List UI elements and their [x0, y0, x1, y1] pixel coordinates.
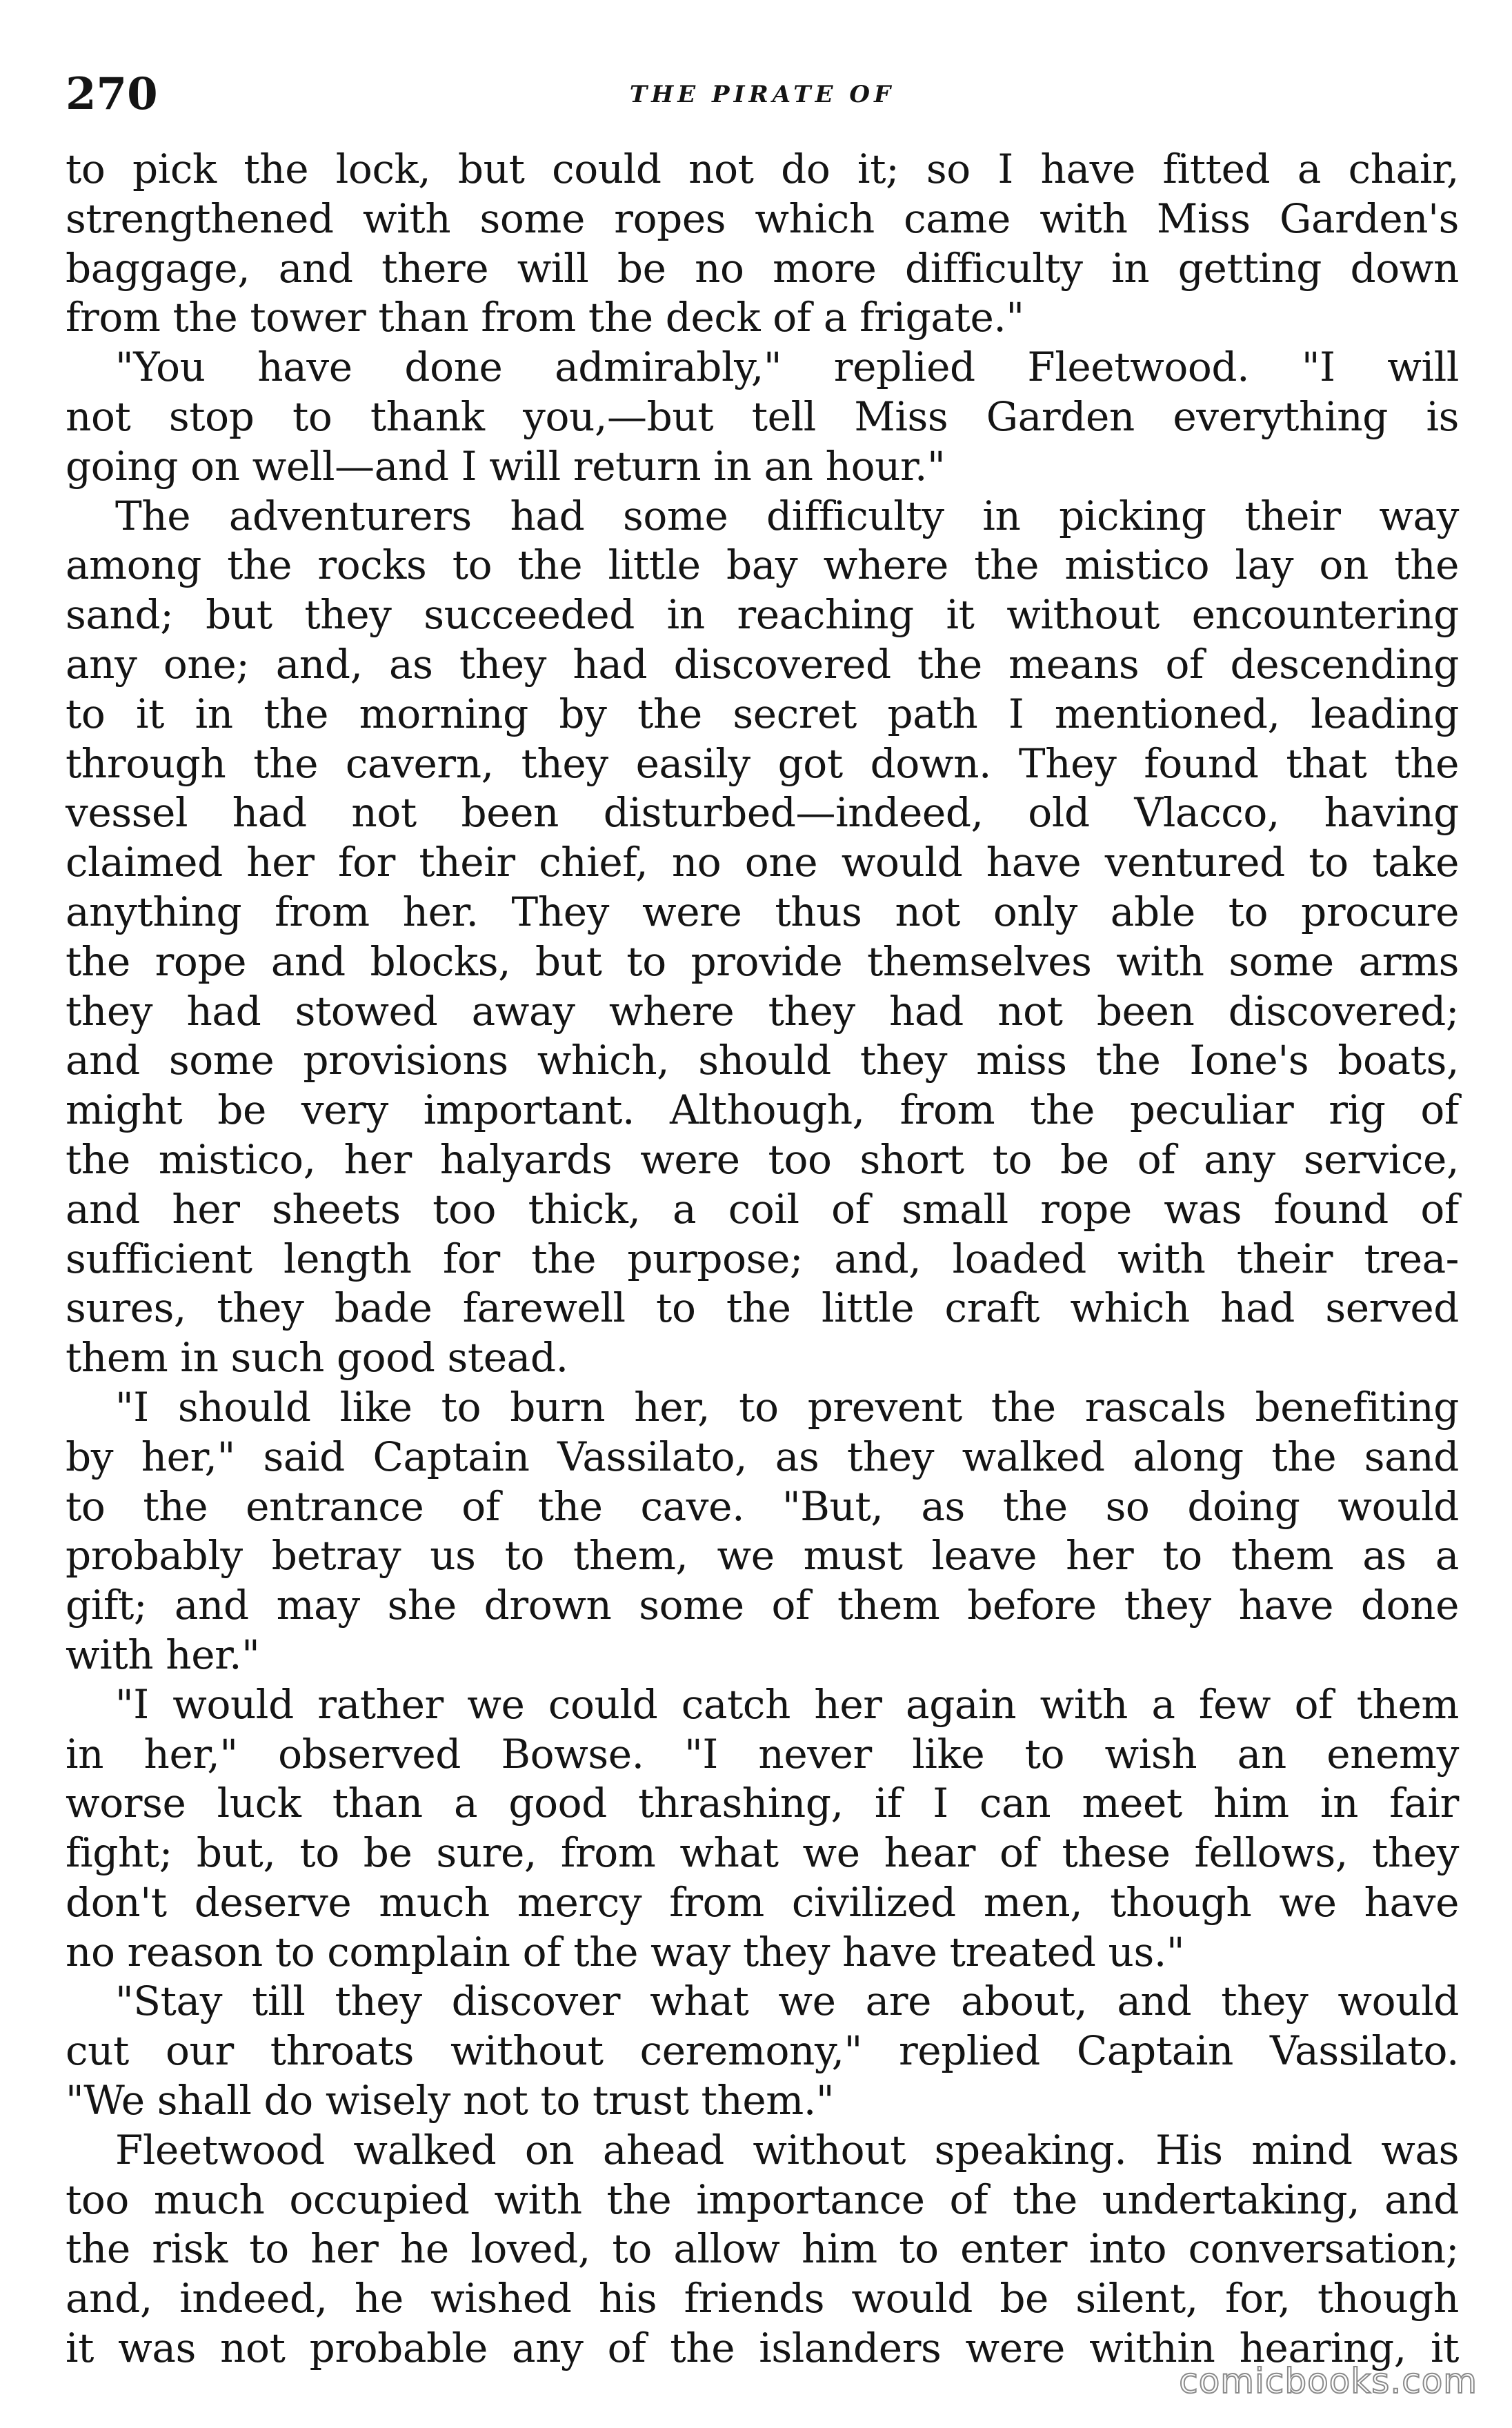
text-line: "We shall do wisely not to trust them.": [66, 2077, 835, 2124]
text-line: the rope and blocks, but to provide themselves with some arms: [66, 937, 1459, 985]
text-line: "Stay till they discover what we are about, and they would: [115, 1978, 1459, 2025]
text-line: Fleetwood walked on ahead without speaking. His mind was: [115, 2126, 1459, 2173]
text-line: any one; and, as they had discovered the means of descending: [66, 640, 1459, 688]
text-line: claimed her for their chief, no one would have ventured to take: [66, 839, 1459, 886]
text-line: fight; but, to be sure, from what we hear of these fellows, they: [66, 1829, 1459, 1877]
text-line: vessel had not been disturbed—indeed, old Vlacco, having: [66, 789, 1459, 837]
text-line: sand; but they succeeded in reaching it without encountering: [66, 591, 1459, 639]
text-line: to it in the morning by the secret path I mentioned, leading: [66, 690, 1459, 737]
text-line: not stop to thank you,—but tell Miss Garden everything is: [66, 392, 1459, 440]
text-line: going on well—and I will return in an hour.": [66, 442, 946, 490]
text-line: no reason to complain of the way they have treated us.": [66, 1928, 1185, 1976]
text-line: strengthened with some ropes which came with Miss Garden's: [66, 195, 1459, 242]
text-line: and, indeed, he wished his friends would be silent, for, though: [66, 2275, 1459, 2322]
text-line: with her.": [66, 1631, 260, 1678]
text-line: from the tower than from the deck of a frigate.": [66, 294, 1024, 341]
text-line: anything from her. They were thus not only able to procure: [66, 888, 1459, 935]
text-line: "You have done admirably," replied Fleetwood. "I will: [115, 344, 1459, 391]
text-line: might be very important. Although, from the peculiar rig of: [66, 1086, 1459, 1134]
text-line: them in such good stead.: [66, 1334, 568, 1382]
text-line: cut our throats without ceremony," replied Captain Vassilato.: [66, 2027, 1459, 2075]
running-title: THE PIRATE OF: [629, 81, 895, 108]
text-line: and her sheets too thick, a coil of small rope was found of: [66, 1185, 1459, 1233]
text-line: in her," observed Bowse. "I never like to wish an enemy: [66, 1730, 1459, 1778]
text-line: probably betray us to them, we must leave her to them as a: [66, 1532, 1459, 1580]
text-line: by her," said Captain Vassilato, as they walked along the sand: [66, 1433, 1459, 1480]
running-head: [66, 63, 1459, 126]
text-line: baggage, and there will be no more difficulty in getting down: [66, 244, 1459, 292]
text-line: to the entrance of the cave. "But, as the so doing would: [66, 1482, 1459, 1530]
text-line: don't deserve much mercy from civilized men, though we have: [66, 1878, 1459, 1926]
text-line: sures, they bade farewell to the little craft which had served: [66, 1284, 1459, 1332]
text-line: among the rocks to the little bay where the mistico lay on the: [66, 541, 1459, 589]
text-line: the risk to her he loved, to allow him to enter into conversation;: [66, 2225, 1459, 2273]
text-line: too much occupied with the importance of the undertaking, and: [66, 2176, 1459, 2223]
text-line: and some provisions which, should they miss the Ione's boats,: [66, 1037, 1459, 1084]
text-line: the mistico, her halyards were too short to be of any service,: [66, 1135, 1459, 1183]
text-line: through the cavern, they easily got down. They found that the: [66, 739, 1459, 787]
watermark: comicbooks.com: [1179, 2361, 1478, 2401]
text-line: to pick the lock, but could not do it; so I have fitted a chair,: [66, 146, 1459, 192]
text-line: The adventurers had some difficulty in picking their way: [115, 492, 1459, 539]
text-line: worse luck than a good thrashing, if I can meet him in fair: [66, 1780, 1459, 1827]
text-line: it was not probable any of the islanders were within hearing, it: [66, 2325, 1459, 2372]
text-line: "I should like to burn her, to prevent the rascals benefiting: [115, 1383, 1459, 1431]
body-text: [66, 145, 1459, 2374]
text-line: gift; and may she drown some of them before they have done: [66, 1582, 1459, 1629]
text-line: sufficient length for the purpose; and, loaded with their trea-: [66, 1235, 1459, 1282]
text-line: "I would rather we could catch her again with a few of them: [115, 1680, 1459, 1728]
text-line: they had stowed away where they had not been discovered;: [66, 987, 1459, 1035]
page-number: 270: [66, 68, 158, 120]
